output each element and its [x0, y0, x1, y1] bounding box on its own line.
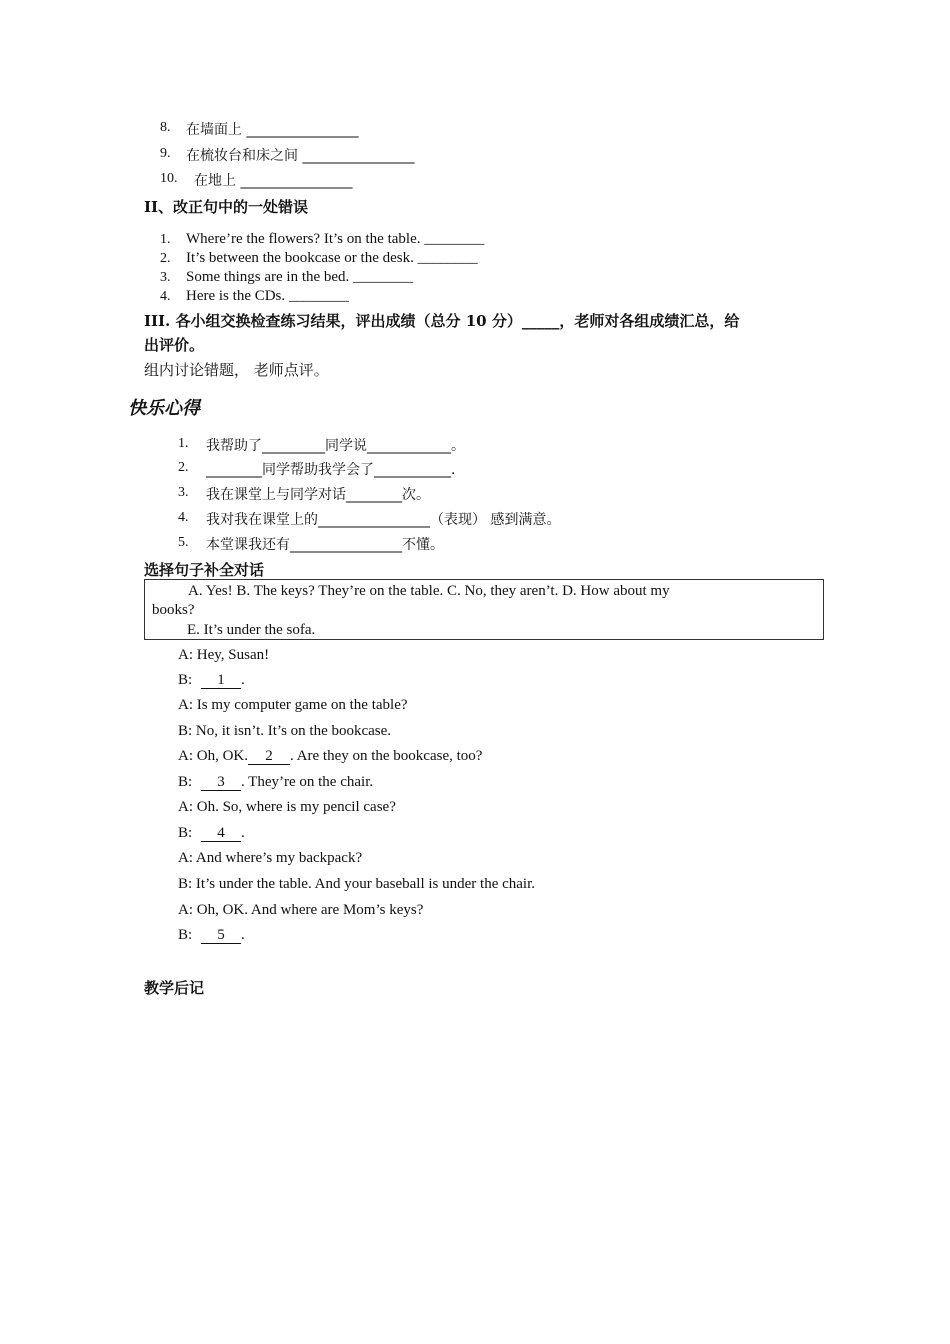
dialog-text: B: [178, 672, 196, 688]
options-line: E. It’s under the sofa. [187, 622, 316, 638]
dialog-text: . Are they on the bookcase, too? [290, 748, 483, 764]
list-item: ________同学帮助我学会了___________. [206, 462, 456, 478]
answer-blank: 2 [248, 749, 290, 765]
list-number: 2. [160, 251, 171, 266]
section-title: II、改正句中的一处错误 [144, 198, 309, 216]
list-item: 本堂课我还有________________不懂。 [206, 537, 444, 553]
answer-blank: 1 [201, 673, 241, 689]
dialog-line [178, 825, 245, 842]
dialog-text: . [240, 927, 245, 943]
dialog-text: . They’re on the chair. [240, 774, 374, 790]
list-number: 5. [178, 535, 189, 550]
dialog-text: . [240, 825, 245, 841]
dialog-text: A: Is my computer game on the table? [178, 697, 408, 713]
answer-blank: 4 [201, 826, 241, 842]
dialog-text: . [240, 672, 245, 688]
list-item: 我对我在课堂上的________________（表现） 感到满意。 [206, 512, 561, 528]
dialog-line [178, 672, 245, 689]
answer-blank: 5 [201, 928, 241, 944]
dialog-line [178, 876, 535, 893]
reflection-title: 快乐心得 [128, 398, 200, 419]
list-number: 1. [160, 232, 171, 247]
list-item: It’s between the bookcase or the desk. ________ [186, 250, 478, 266]
dialog-line [178, 697, 408, 714]
options-line: A. Yes! B. The keys? They’re on the table. C. No, they aren’t. D. How about my [188, 583, 670, 599]
discussion-note: 组内讨论错题， 老师点评。 [144, 361, 329, 379]
dialog-text: A: Oh. So, where is my pencil case? [178, 799, 396, 815]
options-line: books? [152, 602, 195, 618]
list-item: 我在课堂上与同学对话________次。 [206, 487, 430, 503]
list-number: 4. [160, 289, 171, 304]
list-item: Where’re the flowers? It’s on the table. ________ [186, 231, 485, 247]
dialog-text: B: [178, 927, 196, 943]
dialog-text: A: And where’s my backpack? [178, 850, 363, 866]
list-number: 3. [178, 485, 189, 500]
list-number: 8. [160, 120, 171, 135]
dialog-text: A: Oh, OK. And where are Mom’s keys? [178, 902, 424, 918]
list-number: 3. [160, 270, 171, 285]
section-paragraph-line1: III. 各小组交换检查练习结果，评出成绩（总分 10 分）_____，老师对各组成绩汇总，给 [144, 312, 740, 330]
dialog-line [178, 723, 391, 740]
answer-blank: 3 [201, 775, 241, 791]
dialog-line [178, 927, 245, 944]
list-item: 在梳妆台和床之间 ________________ [186, 148, 415, 164]
list-item: 在地上 ________________ [194, 173, 353, 189]
dialog-text: A: Oh, OK. [178, 748, 248, 764]
dialog-line [178, 799, 396, 816]
list-number: 1. [178, 436, 189, 451]
list-item: Some things are in the bed. ________ [186, 269, 414, 285]
list-item: 我帮助了_________同学说____________。 [206, 438, 465, 454]
list-item: Here is the CDs. ________ [186, 288, 349, 304]
dialog-text: B: It’s under the table. And your baseball is under the chair. [178, 876, 535, 892]
dialog-line [178, 748, 482, 765]
dialog-text: B: [178, 774, 196, 790]
section-paragraph-line2: 出评价。 [144, 336, 205, 354]
dialog-text: A: Hey, Susan! [178, 647, 270, 663]
list-number: 2. [178, 460, 189, 475]
list-number: 10. [160, 171, 178, 186]
dialog-line [178, 902, 423, 919]
list-number: 9. [160, 146, 171, 161]
dialog-text: B: [178, 825, 196, 841]
list-item: 在墙面上 ________________ [186, 122, 359, 138]
dialog-line [178, 647, 269, 664]
list-number: 4. [178, 510, 189, 525]
dialog-text: B: No, it isn’t. It’s on the bookcase. [178, 723, 392, 739]
teaching-notes-title: 教学后记 [144, 979, 205, 997]
dialog-line [178, 850, 362, 867]
dialog-line [178, 774, 373, 791]
dialog-section-title: 选择句子补全对话 [144, 561, 265, 579]
